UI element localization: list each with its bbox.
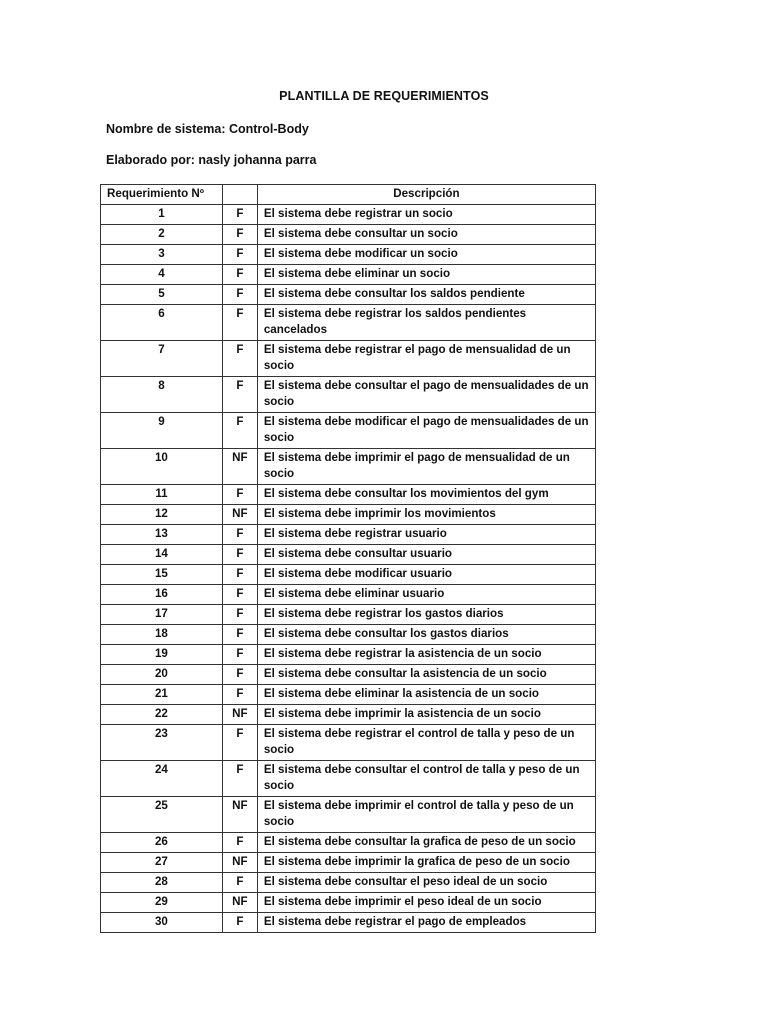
requirement-description-cell: El sistema debe modificar un socio bbox=[257, 245, 595, 265]
requirement-type-cell: NF bbox=[222, 893, 257, 913]
requirement-number-cell: 3 bbox=[101, 245, 223, 265]
requirement-type-cell: F bbox=[222, 377, 257, 413]
requirement-description-cell: El sistema debe registrar el control de talla y peso de un socio bbox=[257, 725, 595, 761]
requirement-description-cell: El sistema debe imprimir la grafica de peso de un socio bbox=[257, 853, 595, 873]
table-row bbox=[101, 305, 596, 341]
requirement-description-cell: El sistema debe imprimir la asistencia de un socio bbox=[257, 705, 595, 725]
requirement-number-cell: 23 bbox=[101, 725, 223, 761]
requirement-number-cell: 8 bbox=[101, 377, 223, 413]
table-row bbox=[101, 341, 596, 377]
table-row bbox=[101, 585, 596, 605]
requirement-number-cell: 6 bbox=[101, 305, 223, 341]
requirement-number-cell: 11 bbox=[101, 485, 223, 505]
requirement-number-cell: 15 bbox=[101, 565, 223, 585]
requirement-description-cell: El sistema debe consultar la asistencia de un socio bbox=[257, 665, 595, 685]
table-row bbox=[101, 525, 596, 545]
requirement-number-cell: 29 bbox=[101, 893, 223, 913]
requirement-number-cell: 17 bbox=[101, 605, 223, 625]
requirement-description-cell: El sistema debe consultar el peso ideal de un socio bbox=[257, 873, 595, 893]
requirement-type-cell: F bbox=[222, 725, 257, 761]
requirement-description-cell: El sistema debe consultar los gastos diarios bbox=[257, 625, 595, 645]
requirement-number-cell: 28 bbox=[101, 873, 223, 893]
requirement-number-cell: 7 bbox=[101, 341, 223, 377]
requirement-type-cell: F bbox=[222, 305, 257, 341]
requirement-number-cell: 12 bbox=[101, 505, 223, 525]
requirement-number-cell: 21 bbox=[101, 685, 223, 705]
requirement-number-cell: 16 bbox=[101, 585, 223, 605]
table-row bbox=[101, 377, 596, 413]
requirement-number-cell: 25 bbox=[101, 797, 223, 833]
table-row bbox=[101, 449, 596, 485]
table-row bbox=[101, 913, 596, 933]
table-row bbox=[101, 605, 596, 625]
table-row bbox=[101, 705, 596, 725]
table-row bbox=[101, 893, 596, 913]
requirement-description-cell: El sistema debe imprimir el pago de mensualidad de un socio bbox=[257, 449, 595, 485]
requirement-type-cell: NF bbox=[222, 797, 257, 833]
table-row bbox=[101, 225, 596, 245]
requirement-number-cell: 9 bbox=[101, 413, 223, 449]
table-row bbox=[101, 685, 596, 705]
requirement-description-cell: El sistema debe imprimir el peso ideal de un socio bbox=[257, 893, 595, 913]
table-row bbox=[101, 565, 596, 585]
requirement-description-cell: El sistema debe registrar los gastos diarios bbox=[257, 605, 595, 625]
requirement-type-cell: F bbox=[222, 645, 257, 665]
requirement-type-cell: F bbox=[222, 485, 257, 505]
requirement-number-cell: 27 bbox=[101, 853, 223, 873]
requirement-type-cell: F bbox=[222, 873, 257, 893]
requirement-type-cell: F bbox=[222, 625, 257, 645]
requirement-type-cell: F bbox=[222, 913, 257, 933]
requirement-type-cell: F bbox=[222, 605, 257, 625]
requirement-description-cell: El sistema debe consultar el control de talla y peso de un socio bbox=[257, 761, 595, 797]
table-row bbox=[101, 265, 596, 285]
system-name-line: Nombre de sistema: Control-Body bbox=[106, 122, 309, 136]
requirement-description-cell: El sistema debe registrar usuario bbox=[257, 525, 595, 545]
requirement-type-cell: F bbox=[222, 761, 257, 797]
requirement-description-cell: El sistema debe consultar los movimientos del gym bbox=[257, 485, 595, 505]
requirement-number-cell: 2 bbox=[101, 225, 223, 245]
requirement-number-cell: 30 bbox=[101, 913, 223, 933]
requirement-description-cell: El sistema debe registrar el pago de mensualidad de un socio bbox=[257, 341, 595, 377]
table-row bbox=[101, 625, 596, 645]
table-row bbox=[101, 505, 596, 525]
table-row bbox=[101, 205, 596, 225]
table-row bbox=[101, 413, 596, 449]
requirement-description-cell: El sistema debe consultar el pago de mensualidades de un socio bbox=[257, 377, 595, 413]
requirement-type-cell: F bbox=[222, 525, 257, 545]
requirement-type-cell: F bbox=[222, 265, 257, 285]
table-row bbox=[101, 645, 596, 665]
requirement-type-cell: NF bbox=[222, 449, 257, 485]
requirement-number-cell: 19 bbox=[101, 645, 223, 665]
table-row bbox=[101, 725, 596, 761]
requirements-table-body bbox=[101, 205, 596, 933]
requirement-type-cell: F bbox=[222, 341, 257, 377]
table-row bbox=[101, 873, 596, 893]
table-row bbox=[101, 245, 596, 265]
table-row bbox=[101, 853, 596, 873]
requirement-type-cell: F bbox=[222, 545, 257, 565]
requirement-number-cell: 10 bbox=[101, 449, 223, 485]
requirement-description-cell: El sistema debe eliminar usuario bbox=[257, 585, 595, 605]
requirement-description-cell: El sistema debe imprimir los movimientos bbox=[257, 505, 595, 525]
table-row bbox=[101, 833, 596, 853]
requirement-type-cell: F bbox=[222, 565, 257, 585]
requirements-table bbox=[100, 184, 596, 933]
header-type bbox=[222, 185, 257, 205]
requirement-number-cell: 14 bbox=[101, 545, 223, 565]
requirement-description-cell: El sistema debe registrar un socio bbox=[257, 205, 595, 225]
requirement-number-cell: 5 bbox=[101, 285, 223, 305]
requirement-number-cell: 24 bbox=[101, 761, 223, 797]
header-description: Descripción bbox=[257, 185, 595, 205]
requirement-number-cell: 22 bbox=[101, 705, 223, 725]
requirement-type-cell: F bbox=[222, 205, 257, 225]
header-requirement-number: Requerimiento Nº bbox=[101, 185, 223, 205]
requirement-description-cell: El sistema debe registrar el pago de empleados bbox=[257, 913, 595, 933]
requirement-description-cell: El sistema debe registrar la asistencia de un socio bbox=[257, 645, 595, 665]
table-row bbox=[101, 761, 596, 797]
requirement-type-cell: NF bbox=[222, 505, 257, 525]
requirement-type-cell: F bbox=[222, 665, 257, 685]
author-line: Elaborado por: nasly johanna parra bbox=[106, 153, 317, 167]
requirement-description-cell: El sistema debe eliminar la asistencia de un socio bbox=[257, 685, 595, 705]
requirement-description-cell: El sistema debe consultar usuario bbox=[257, 545, 595, 565]
requirement-description-cell: El sistema debe eliminar un socio bbox=[257, 265, 595, 285]
requirement-type-cell: NF bbox=[222, 705, 257, 725]
requirement-type-cell: NF bbox=[222, 853, 257, 873]
requirement-number-cell: 20 bbox=[101, 665, 223, 685]
requirement-type-cell: F bbox=[222, 285, 257, 305]
requirement-description-cell: El sistema debe consultar la grafica de peso de un socio bbox=[257, 833, 595, 853]
table-row bbox=[101, 665, 596, 685]
requirement-description-cell: El sistema debe consultar los saldos pendiente bbox=[257, 285, 595, 305]
document-title: PLANTILLA DE REQUERIMIENTOS bbox=[279, 89, 489, 103]
requirement-type-cell: F bbox=[222, 685, 257, 705]
requirement-type-cell: F bbox=[222, 245, 257, 265]
requirement-description-cell: El sistema debe consultar un socio bbox=[257, 225, 595, 245]
requirement-description-cell: El sistema debe modificar usuario bbox=[257, 565, 595, 585]
table-row bbox=[101, 485, 596, 505]
requirement-type-cell: F bbox=[222, 225, 257, 245]
requirement-description-cell: El sistema debe imprimir el control de talla y peso de un socio bbox=[257, 797, 595, 833]
table-row bbox=[101, 545, 596, 565]
requirement-number-cell: 13 bbox=[101, 525, 223, 545]
requirement-description-cell: El sistema debe modificar el pago de mensualidades de un socio bbox=[257, 413, 595, 449]
table-row bbox=[101, 285, 596, 305]
requirement-type-cell: F bbox=[222, 833, 257, 853]
requirement-type-cell: F bbox=[222, 413, 257, 449]
requirement-number-cell: 26 bbox=[101, 833, 223, 853]
requirement-number-cell: 1 bbox=[101, 205, 223, 225]
requirement-number-cell: 4 bbox=[101, 265, 223, 285]
requirement-type-cell: F bbox=[222, 585, 257, 605]
requirement-number-cell: 18 bbox=[101, 625, 223, 645]
table-row bbox=[101, 797, 596, 833]
table-header-row bbox=[101, 185, 596, 205]
requirement-description-cell: El sistema debe registrar los saldos pendientes cancelados bbox=[257, 305, 595, 341]
